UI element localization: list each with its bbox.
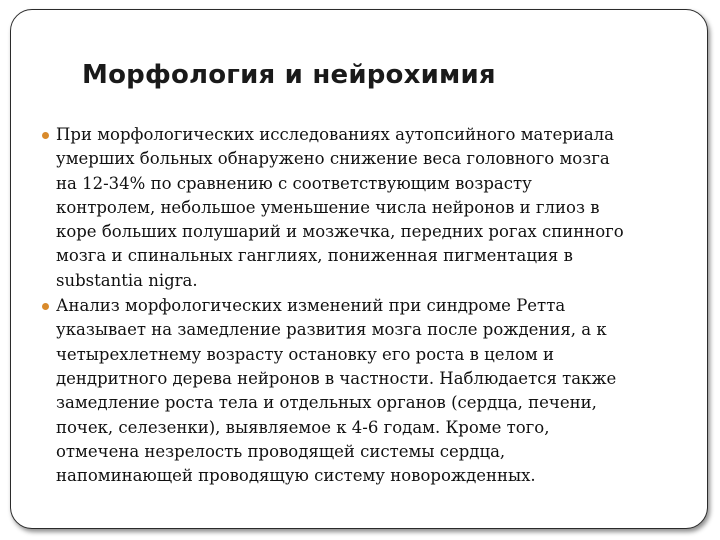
- bullet-text-line: коре больших полушарий и мозжечка, передних рогах спинного: [56, 222, 624, 242]
- bullet-text-line: Анализ морфологических изменений при синдроме Ретта: [56, 296, 566, 316]
- bullet-text-line: substantia nigra.: [56, 270, 198, 290]
- bullet-text-line: напоминающей проводящую систему новорожденных.: [56, 466, 536, 486]
- bullet-text-line: умерших больных обнаружено снижение веса головного мозга: [56, 149, 610, 169]
- bullet-text-line: дендритного дерева нейронов в частности. Наблюдается также: [56, 368, 617, 388]
- bullet-list: [56, 123, 696, 489]
- bullet-text-line: четырехлетнему возрасту остановку его роста в целом и: [56, 344, 554, 364]
- slide-title: Морфология и нейрохимия: [82, 60, 496, 90]
- bullet-text-line: почек, селезенки), выявляемое к 4-6 годам. Кроме того,: [56, 417, 550, 437]
- bullet-text-line: указывает на замедление развития мозга после рождения, а к: [56, 320, 607, 340]
- bullet-text-line: замедление роста тела и отдельных органов (сердца, печени,: [56, 393, 597, 413]
- bullet-item-morphology: [56, 123, 696, 293]
- bullet-text-line: мозга и спинальных ганглиях, пониженная пигментация в: [56, 246, 573, 266]
- bullet-item-rett-analysis: [56, 294, 696, 488]
- bullet-text-line: отмечена незрелость проводящей системы сердца,: [56, 441, 506, 461]
- bullet-text-line: контролем, небольшое уменьшение числа нейронов и глиоз в: [56, 197, 600, 217]
- bullet-text-line: на 12-34% по сравнению с соответствующим возрасту: [56, 173, 532, 193]
- bullet-dot-icon: [42, 132, 49, 139]
- bullet-text-line: При морфологических исследованиях аутопсийного материала: [56, 125, 614, 144]
